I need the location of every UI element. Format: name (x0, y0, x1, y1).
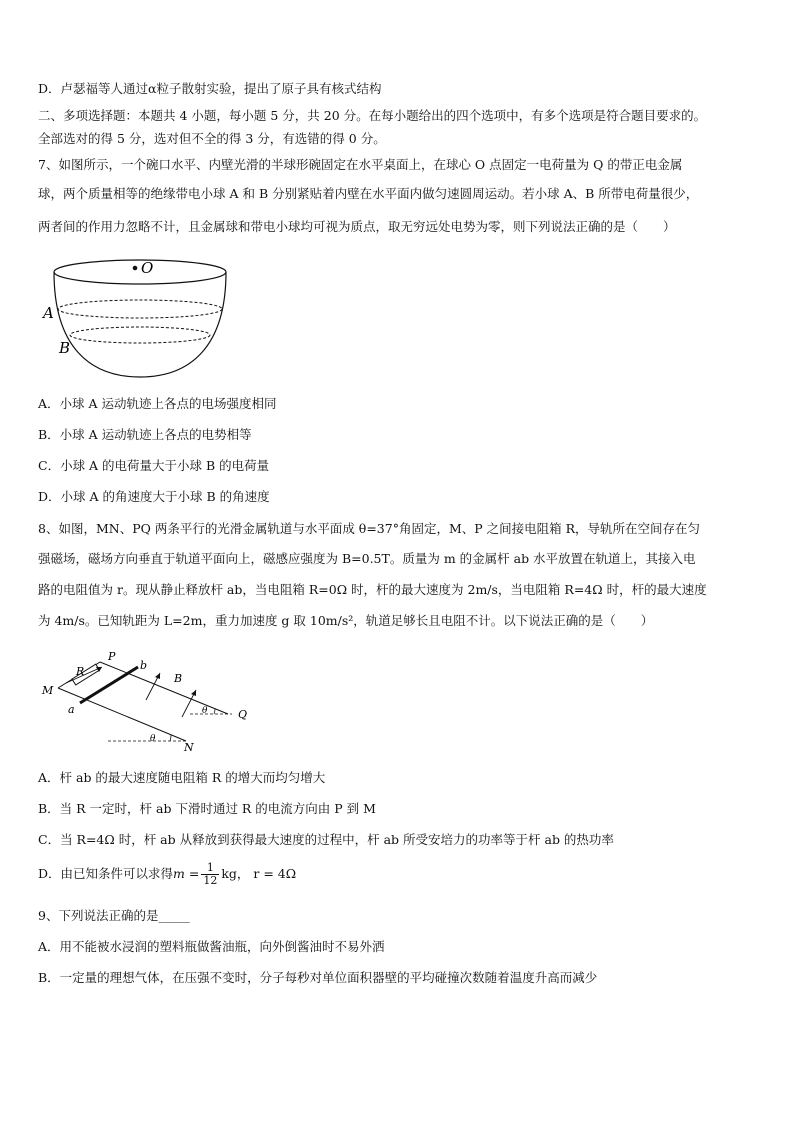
orbit-a (58, 300, 222, 318)
q8-stem-line3: 路的电阻值为 r。现从静止释放杆 ab，当电阻箱 R=0Ω 时，杆的最大速度为 2m/s，当电阻箱 R=4Ω 时，杆的最大速度 (38, 582, 707, 597)
q8-opt-d-prefix: D．由已知条件可以求得 (38, 866, 174, 881)
q8-opt-d-unit: kg (221, 866, 237, 881)
label-n: N (184, 741, 194, 754)
q8-opt-d-r: ， r = 4Ω (236, 866, 297, 881)
section-heading-line1: 二、多项选择题：本题共 4 小题，每小题 5 分，共 20 分。在每小题给出的四个选项中，有多个选项是符合题目要求的。 (38, 108, 707, 123)
label-b: B (59, 339, 71, 357)
orbit-b (70, 327, 210, 343)
label-o: O (141, 259, 154, 277)
angle-arc-n (170, 735, 171, 741)
label-r: R (76, 665, 85, 678)
q8-stem-line1: 8、如图，MN、PQ 两条平行的光滑金属轨道与水平面成 θ=37°角固定，M、P 之间接电阻箱 R，导轨所在空间存在匀 (38, 521, 701, 536)
q9-option-b: B．一定量的理想气体，在压强不变时，分子每秒对单位面积器壁的平均碰撞次数随着温度升高而减少 (38, 970, 598, 985)
label-theta-n: θ (150, 734, 156, 744)
q7-option-d: D．小球 A 的角速度大于小球 B 的角速度 (38, 489, 270, 504)
bowl-body (54, 272, 226, 377)
q8-option-d (38, 861, 296, 887)
label-p: P (108, 650, 116, 663)
q9-stem: 9、下列说法正确的是_____ (38, 908, 190, 923)
fraction-denominator: 12 (203, 874, 218, 887)
q8-option-c: C．当 R=4Ω 时，杆 ab 从释放到获得最大速度的过程中，杆 ab 所受安培力的功率等于杆 ab 的热功率 (38, 832, 614, 847)
label-a: A (43, 304, 54, 322)
angle-arc-q (214, 709, 215, 714)
label-b-field: B (174, 672, 183, 685)
q7-stem-line2: 球，两个质量相等的绝缘带电小球 A 和 B 分别紧贴着内壁在水平面内做匀速圆周运动。若小球 A、B 所带电荷量很少， (38, 186, 699, 201)
fraction-numerator: 1 (201, 862, 219, 875)
label-b-rod: b (140, 659, 148, 672)
q8-rails-figure (38, 645, 268, 755)
q7-stem-line1: 7、如图所示，一个碗口水平、内壁光滑的半球形碗固定在水平桌面上，在球心 O 点固定一电荷量为 Q 的带正电金属 (38, 157, 683, 172)
q8-opt-d-m: m = (173, 866, 200, 881)
label-q: Q (238, 708, 248, 721)
rail-pq (100, 662, 228, 714)
label-m: M (42, 684, 54, 697)
q8-opt-d-fraction (201, 862, 219, 887)
q8-stem-line4: 为 4m/s。已知轨距为 L=2m，重力加速度 g 取 10m/s²，轨道足够长且电阻不计。以下说法正确的是（ ） (38, 613, 654, 628)
q9-option-a: A．用不能被水浸润的塑料瓶做酱油瓶，向外倒酱油时不易外洒 (38, 939, 385, 954)
q7-option-a: A．小球 A 运动轨迹上各点的电场强度相同 (38, 396, 277, 411)
rail-mn (58, 688, 186, 741)
section-heading-line2: 全部选对的得 5 分，选对但不全的得 3 分，有选错的得 0 分。 (38, 131, 386, 146)
prev-option-d: D．卢瑟福等人通过α粒子散射实验，提出了原子具有核式结构 (38, 81, 382, 96)
q8-option-a: A．杆 ab 的最大速度随电阻箱 R 的增大而均匀增大 (38, 770, 326, 785)
q8-stem-line2: 强磁场，磁场方向垂直于轨道平面向上，磁感应强度为 B=0.5T。质量为 m 的金属杆 ab 水平放置在轨道上，其接入电 (38, 551, 696, 566)
bowl-rim (54, 260, 226, 284)
q7-option-c: C．小球 A 的电荷量大于小球 B 的电荷量 (38, 458, 270, 473)
center-point (133, 266, 138, 271)
label-theta-q: θ (202, 706, 208, 716)
q7-option-b: B．小球 A 运动轨迹上各点的电势相等 (38, 427, 252, 442)
q7-stem-line3: 两者间的作用力忽略不计，且金属球和带电小球均可视为质点，取无穷远处电势为零，则下列说法正确的是（ ） (38, 219, 676, 234)
q8-option-b: B．当 R 一定时，杆 ab 下滑时通过 R 的电流方向由 P 到 M (38, 801, 376, 816)
label-a-rod: a (68, 703, 75, 716)
q7-bowl-figure (40, 252, 220, 387)
